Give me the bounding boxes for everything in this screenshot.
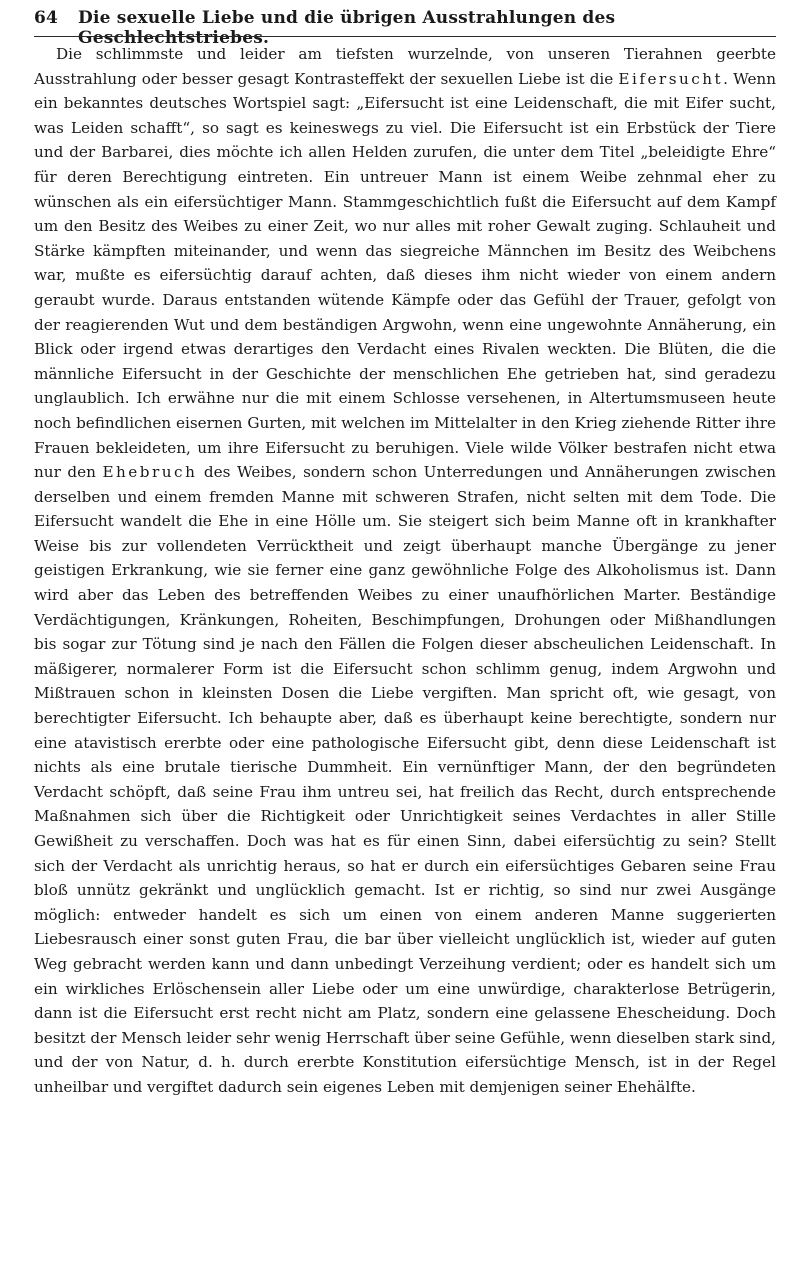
emphasized-term-ehebruch: Ehebruch [102,463,198,482]
emphasized-term-eifersucht: Eifersucht [618,69,724,88]
text-run: des Weibes, sondern schon Unterredungen und Annäherungen zwischen derselben und einem fremden Manne mit schweren Strafen, nicht selten mit dem Tode. Die Eifersucht wandelt die Ehe in eine Hölle um. Sie steigert sich beim Manne oft in krankhafter Weise bis zur vollendeten Verrücktheit und zeigt überhaupt manche Übergänge zu jener geistigen Erkrankung, wie sie ferner eine ganz gewöhnliche Folge des Alkoholismus ist. Dann wird aber das Leben des betreffenden Weibes zu einer unaufhörlichen Marter. Beständige Verdächtigungen, Kränkungen, Roheiten, Beschimpfungen, Drohungen oder Mißhandlungen bis sogar zur Tötung sind je nach den Fällen die Folgen dieser abscheulichen Leidenschaft. In mäßigerer, normalerer Form ist die Eifersucht schon schlimm genug, indem Argwohn und Mißtrauen schon in kleinsten Dosen die Liebe vergiften. Man spricht oft, wie gesagt, von berechtigter Eifersucht. Ich behaupte aber, daß es überhaupt keine berechtigte, sondern nur eine atavistisch ererbte oder eine pathologische Eifersucht gibt, denn diese Leidenschaft ist nichts als eine brutale tierische Dummheit. Ein vernünftiger Mann, der den begründeten Verdacht schöpft, daß seine Frau ihm untreu sei, hat freilich das Recht, durch entsprechende Maßnahmen sich über die Richtigkeit oder Unrichtigkeit seines Verdachtes in aller Stille Gewißheit zu verschaffen. Doch was hat es für einen Sinn, dabei eifersüchtig zu sein? Stellt sich der Verdacht als unrichtig heraus, so hat er durch ein eifersüchtiges Gebaren seine Frau bloß unnütz gekränkt und unglücklich gemacht. Ist er richtig, so sind nur zwei Ausgänge möglich: entweder handelt es sich um einen von einem anderen Manne suggerierten Liebesrausch einer sonst guten Frau, die bar über vielleicht unglücklich ist, wieder auf guten Weg gebracht werden kann und dann unbedingt Verzeihung verdient; oder es handelt sich um ein wirkliches Erlöschensein aller Liebe oder um eine unwürdige, charakterlose Betrügerin, dann ist die Eifersucht erst recht nicht am Platz, sondern eine gelassene Ehescheidung. Doch besitzt der Mensch leider sehr wenig Herrschaft über seine Gefühle, wenn dieselben stark sind, und der von Natur, d. h. durch ererbte Konstitution eifersüchtige Mensch, ist in der Regel unheilbar und vergiftet dadurch sein eigenes Leben mit demjenigen seiner Ehehälfte. [34,463,776,1096]
page-header [34,8,776,48]
text-run: . Wenn ein bekanntes deutsches Wortspiel sagt: „Eifersucht ist eine Leidenschaft, die mit Eifer sucht, was Leiden schafft“, so sagt es keineswegs zu viel. Die Eifersucht ist ein Erbstück der Tiere und der Barbarei, dies möchte ich allen Helden zurufen, die unter dem Titel „beleidigte Ehre“ für deren Berechtigung eintreten. Ein untreuer Mann ist einem Weibe zehnmal eher zu wünschen als ein eifersüchtiger Mann. Stammgeschichtlich fußt die Eifersucht auf dem Kampf um den Besitz des Weibes zu einer Zeit, wo nur alles mit roher Gewalt zuging. Schlauheit und Stärke kämpften miteinander, und wenn das siegreiche Männchen im Besitz des Weibchens war, mußte es eifersüchtig darauf achten, daß dieses ihm nicht wieder von einem andern geraubt wurde. Daraus entstanden wütende Kämpfe oder das Gefühl der Trauer, gefolgt von der reagierenden Wut und dem beständigen Argwohn, wenn eine ungewohnte Annäherung, ein Blick oder irgend etwas derartiges den Verdacht eines Rivalen weckten. Die Blüten, die die männliche Eifersucht in der Geschichte der menschlichen Ehe getrieben hat, sind geradezu unglaublich. Ich erwähne nur die mit einem Schlosse versehenen, in Altertumsmuseen heute noch befindlichen eisernen Gurten, mit welchen im Mittelalter in den Krieg ziehende Ritter ihre Frauen bekleideten, um ihre Eifersucht zu beruhigen. Viele wilde Völker bestrafen nicht etwa nur den [34,69,776,482]
running-title: Die sexuelle Liebe und die übrigen Ausstrahlungen des Geschlechtstriebes. [78,8,616,48]
body-text [34,42,776,1100]
page-number: 64 [34,8,59,28]
book-page [34,0,776,1281]
header-rule [34,36,776,37]
text-run: Die schlimmste und leider am tiefsten wurzelnde, von unseren Tierahnen geerbte Ausstrahlung oder besser gesagt Kontrasteffekt der sexuellen Liebe ist die [34,45,776,88]
paragraph [34,42,776,1100]
